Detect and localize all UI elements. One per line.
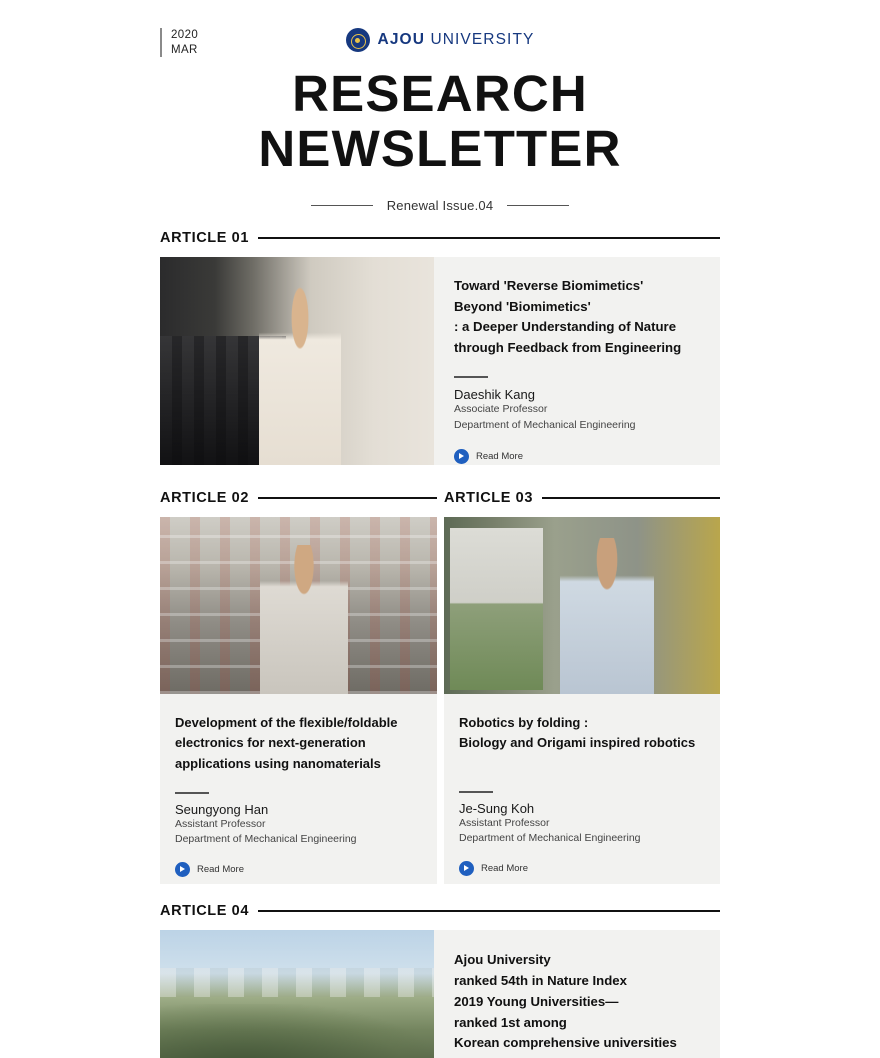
- article-02-card[interactable]: [160, 517, 437, 884]
- article-03-headline-line: Robotics by folding :: [459, 715, 589, 730]
- article-01-divider: [454, 376, 488, 378]
- issue-text: Renewal Issue.04: [386, 198, 494, 214]
- article-03-headline: [459, 713, 702, 754]
- article-01-headline-line: Toward 'Reverse Biomimetics': [454, 278, 644, 293]
- issue-month: MAR: [171, 43, 198, 56]
- article-01-role: Associate Professor: [454, 403, 548, 416]
- article-02-department: Department of Mechanical Engineering: [175, 833, 357, 846]
- article-02-headline-line: electronics for next-generation: [175, 735, 366, 751]
- article-01-author: Daeshik Kang: [454, 387, 535, 403]
- article-01-department: Department of Mechanical Engineering: [454, 418, 636, 431]
- article-02-divider: [175, 792, 209, 794]
- brand-lockup: [0, 0, 880, 52]
- issue-rule-left: [311, 205, 373, 206]
- article-01-label: ARTICLE 01: [160, 230, 249, 246]
- article-01-headline-line: : a Deeper Understanding of Nature: [454, 319, 677, 335]
- article-03-header: [444, 490, 720, 506]
- article-03-photo: [444, 517, 720, 694]
- article-03-headline-line: Biology and Origami inspired robotics: [459, 735, 696, 751]
- article-02-header: [160, 490, 437, 506]
- issue-rule-right: [507, 205, 569, 206]
- article-01-body: [434, 257, 720, 465]
- article-02-body: [160, 694, 437, 884]
- article-03-card[interactable]: [444, 517, 720, 884]
- article-01-header: [160, 230, 720, 246]
- article-02-photo: [160, 517, 437, 694]
- article-04-card[interactable]: [160, 930, 720, 1058]
- brand-name: [378, 31, 535, 49]
- article-03-section: [444, 490, 720, 884]
- ajou-seal-icon: [346, 28, 370, 52]
- article-02-headline-line: applications using nanomaterials: [175, 755, 381, 771]
- issue-date: [160, 28, 198, 57]
- article-03-label: ARTICLE 03: [444, 490, 533, 506]
- article-04-headline-line: ranked 54th in Nature Index: [454, 972, 627, 988]
- article-04-headline-line: Korean comprehensive universities: [454, 1035, 677, 1051]
- play-arrow-icon: [175, 862, 190, 877]
- article-02-read-more-button[interactable]: [175, 862, 419, 877]
- article-03-rule: [542, 497, 720, 499]
- page-title: [0, 66, 880, 176]
- article-04-headline-line: ranked 1st among: [454, 1014, 567, 1030]
- issue-label: [0, 198, 880, 213]
- article-01-headline-line: Beyond 'Biomimetics': [454, 298, 591, 314]
- article-04-header: [160, 903, 720, 919]
- article-02-headline: [175, 713, 419, 774]
- article-02-photo-inner: [160, 517, 437, 694]
- article-02-headline-line: Development of the flexible/foldable: [175, 715, 398, 730]
- issue-year: 2020: [171, 29, 199, 41]
- play-arrow-icon: [454, 449, 469, 464]
- article-04-headline-line: Ajou University: [454, 952, 551, 967]
- article-01-headline: [454, 276, 700, 358]
- masthead-line-2: NEWSLETTER: [258, 120, 622, 178]
- article-04-section: [160, 903, 720, 1058]
- article-01-photo-inner: [160, 257, 434, 465]
- article-03-role: Assistant Professor: [459, 816, 550, 829]
- article-04-body: [434, 930, 720, 1058]
- article-01-photo: [160, 257, 434, 465]
- article-04-headline: [454, 950, 700, 1054]
- article-02-read-more-label: Read More: [197, 864, 244, 876]
- article-02-role: Assistant Professor: [175, 817, 266, 830]
- masthead-line-1: RESEARCH: [292, 65, 588, 122]
- article-01-headline-line: through Feedback from Engineering: [454, 339, 682, 355]
- brand-name-light: UNIVERSITY: [430, 31, 535, 48]
- article-01-rule: [258, 237, 720, 239]
- article-02-label: ARTICLE 02: [160, 490, 249, 506]
- article-01-section: [160, 230, 720, 465]
- article-03-body: [444, 694, 720, 884]
- article-01-read-more-button[interactable]: [454, 449, 700, 464]
- article-04-photo-inner: [160, 930, 434, 1058]
- play-arrow-icon: [459, 861, 474, 876]
- article-04-label: ARTICLE 04: [160, 903, 249, 919]
- article-04-rule: [258, 910, 720, 912]
- article-03-read-more-button[interactable]: [459, 861, 702, 876]
- article-04-photo: [160, 930, 434, 1058]
- article-01-read-more-label: Read More: [476, 450, 523, 462]
- article-03-divider: [459, 791, 493, 793]
- article-04-headline-line: 2019 Young Universities—: [454, 993, 619, 1009]
- article-02-author: Seungyong Han: [175, 801, 269, 817]
- article-01-card[interactable]: [160, 257, 720, 465]
- brand-name-bold: AJOU: [377, 31, 426, 48]
- article-02-section: [160, 490, 437, 884]
- article-03-department: Department of Mechanical Engineering: [459, 831, 641, 844]
- article-03-author: Je-Sung Koh: [459, 800, 535, 816]
- article-03-read-more-label: Read More: [481, 862, 528, 874]
- article-02-rule: [258, 497, 437, 499]
- article-03-photo-inner: [444, 517, 720, 694]
